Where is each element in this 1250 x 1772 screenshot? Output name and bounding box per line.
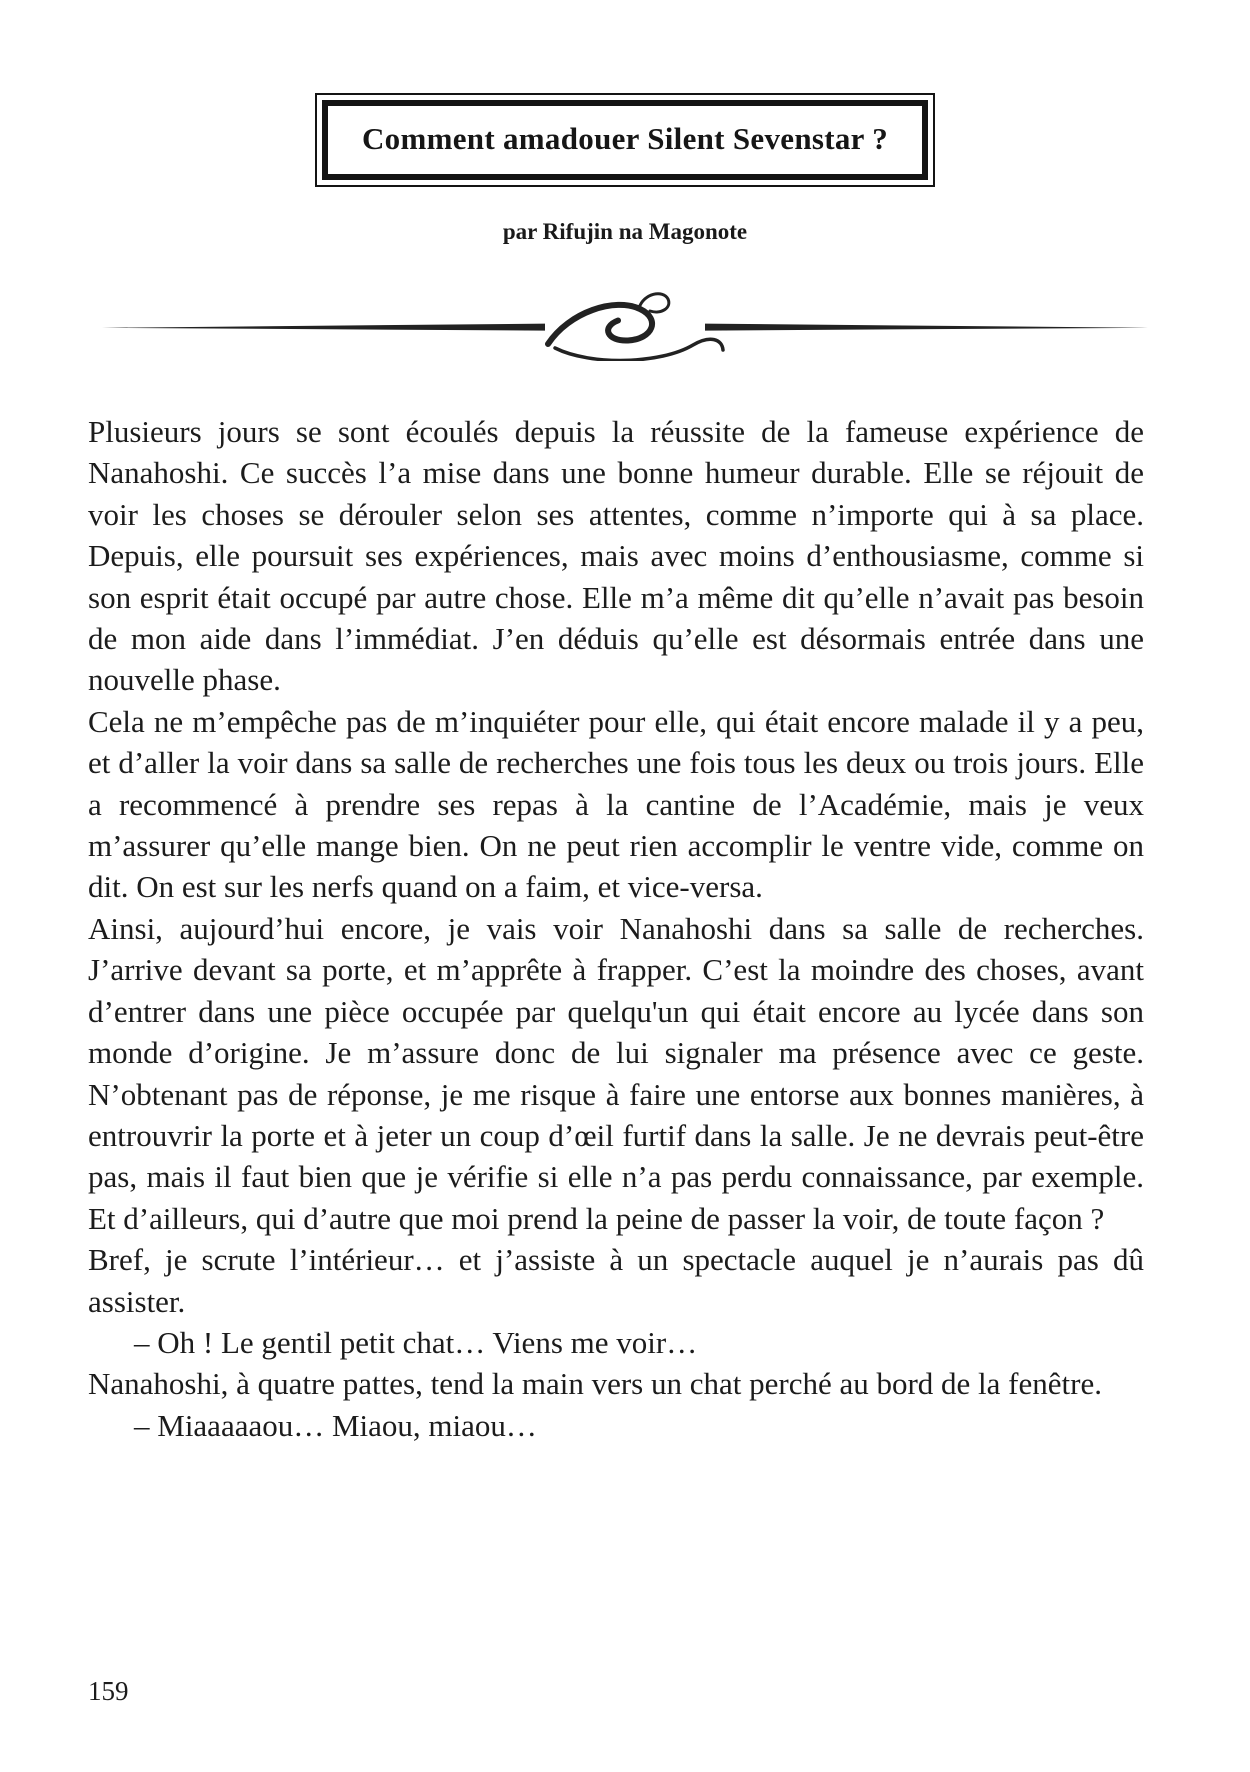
title-block [0, 0, 1250, 187]
section-divider [95, 287, 1155, 361]
title-box [315, 93, 935, 187]
dialogue-line: – Miaaaaaou… Miaou, miaou… [134, 1407, 537, 1443]
body-paragraph: Bref, je scrute l’intérieur… et j’assiste à un spectacle auquel je n’aurais pas dû assister. [88, 1242, 1144, 1319]
body-paragraph: Plusieurs jours se sont écoulés depuis la réussite de la fameuse expérience de Nanahoshi. Ce succès l’a mise dans une bonne humeur durable. Elle se réjouit de voir les choses se dérouler selon ses attentes, comme n’importe qui à sa place. Depuis, elle poursuit ses expériences, mais avec moins d’enthousiasme, comme si son esprit était occupé par autre chose. Elle m’a même dit qu’elle n’avait pas besoin de mon aide dans l’immédiat. J’en déduis qu’elle est désormais entrée dans une nouvelle phase. [88, 414, 1144, 698]
body-paragraph: Ainsi, aujourd’hui encore, je vais voir Nanahoshi dans sa salle de recherches. J’arrive devant sa porte, et m’apprête à frapper. C’est la moindre des choses, avant d’entrer dans une pièce occupée par quelqu'un qui était encore au lycée dans son monde d’origine. Je m’assure donc de lui signaler ma présence avec ce geste. N’obtenant pas de réponse, je me risque à faire une entorse aux bonnes manières, à entrouvrir la porte et à jeter un coup d’œil furtif dans la salle. Je ne devrais peut-être pas, mais il faut bien que je vérifie si elle n’a pas perdu connaissance, par exemple. Et d’ailleurs, qui d’autre que moi prend la peine de passer la voir, de toute façon ? [88, 910, 1144, 1236]
author-byline: par Rifujin na Magonote [502, 219, 748, 244]
dialogue-line: – Oh ! Le gentil petit chat… Viens me voir… [134, 1324, 698, 1360]
title-box-inner [322, 100, 928, 180]
body-paragraph: Nanahoshi, à quatre pattes, tend la main vers un chat perché au bord de la fenêtre. [88, 1366, 1102, 1402]
page-title: Comment amadouer Silent Sevenstar ? [362, 121, 888, 156]
body-text [0, 411, 1250, 1446]
body-paragraph: Cela ne m’empêche pas de m’inquiéter pour elle, qui était encore malade il y a peu, et d’aller la voir dans sa salle de recherches une fois tous les deux ou trois jours. Elle a recommencé à prendre ses repas à la cantine de l’Académie, mais je veux m’assurer qu’elle mange bien. On ne peut rien accomplir le ventre vide, comme on dit. On est sur les nerfs quand on a faim, et vice-versa. [88, 703, 1144, 905]
calligraphic-flourish-icon [95, 287, 1155, 361]
page-number: 159 [88, 1676, 129, 1706]
